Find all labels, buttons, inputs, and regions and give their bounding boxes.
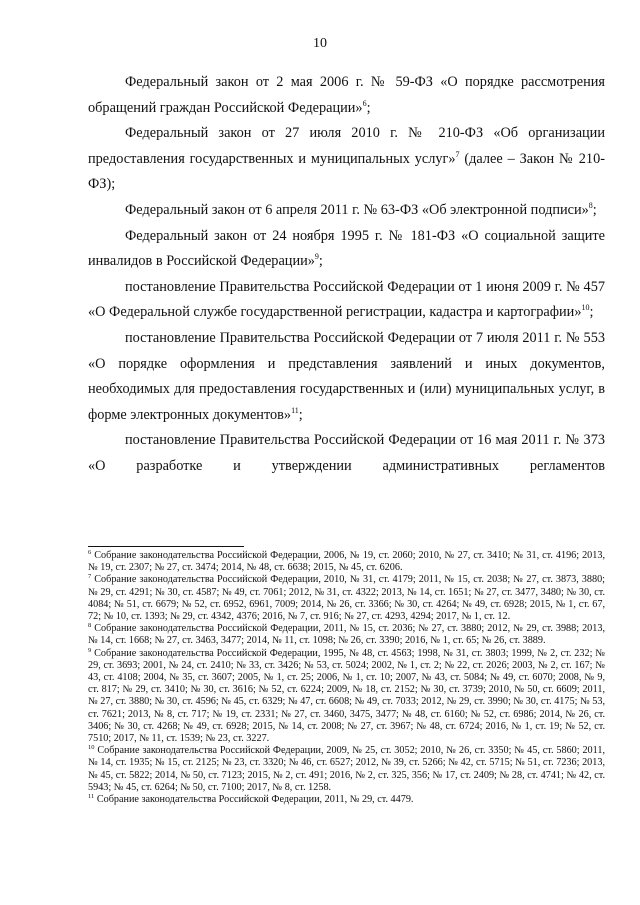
footnote-ref: 11 (291, 405, 299, 415)
paragraph-tail: ; (298, 406, 303, 423)
footnote-text: Собрание законодательства Российской Федерации, 2011, № 29, ст. 4479. (96, 794, 414, 806)
paragraph-tail: ; (366, 99, 371, 116)
footnote-text: Собрание законодательства Российской Федерации, 2006, № 19, ст. 2060; 2010, № 27, ст. 3410; № 31, ст. 4196; 2013, № 19, ст. 2307; № 27, ст. 3474; 2014, № 48, ст. 6638; 2015, № 45, ст. 6206. (88, 550, 606, 574)
paragraph-resolution-373 (88, 428, 605, 479)
main-text (88, 70, 605, 480)
footnote-number: 7 (88, 573, 92, 581)
footnote-text: Собрание законодательства Российской Федерации, 1995, № 48, ст. 4563; 1998, № 31, ст. 3803; 1999, № 2, ст. 232; № 29, ст. 3693; 2001, № 24, ст. 2410; № 33, ст. 3426; № 53, ст. 5024; 2002, № 1, ст. 2; № 22, ст. 2026; 2003, № 2, ст. 167; № 43, ст. 4108; 2004, № 35, ст. 3607; 2005, № 1, ст. 25; 2006, № 1, ст. 10; 2007, № 43, ст. 5084; № 49, ст. 6070; 2008, № 9, ст. 817; № 29, ст. 3410; № 30, ст. 3616; № 52, ст. 6224; 2009, № 18, ст. 2152; № 30, ст. 3739; 2010, № 50, ст. 6609; 2011, № 27, ст. 3880; № 30, ст. 4596; № 45, ст. 6329; № 47, ст. 6608; № 49, ст. 7033; 2012, № 29, ст. 3990; № 30, ст. 4175; № 53, ст. 7621; 2013, № 8, ст. 717; № 19, ст. 2331; № 27, ст. 3460, 3475, 3477; № 48, ст. 6160; № 52, ст. 6986; 2014, № 26, ст. 3406; № 30, ст. 4268; № 49, ст. 6928; 2015, № 14, ст. 2008; № 27, ст. 3967; № 48, ст. 6724; 2016, № 1, ст. 19; № 52, ст. 7510; 2017, № 11, ст. 1539; № 23, ст. 3227. (88, 647, 606, 745)
footnote-number: 9 (88, 646, 92, 654)
footnote-text: Собрание законодательства Российской Федерации, 2009, № 25, ст. 3052; 2010, № 26, ст. 3350; № 45, ст. 5860; 2011, № 14, ст. 1935; № 15, ст. 2125; № 23, ст. 3320; № 46, ст. 6527; 2012, № 39, ст. 5266; № 42, ст. 5715; № 51, ст. 7236; 2013, № 45, ст. 5822; 2014, № 50, ст. 7123; 2015, № 2, ст. 491; 2016, № 2, ст. 325, 356; № 17, ст. 2409; № 28, ст. 4741; № 42, ст. 5943; № 45, ст. 6264; № 50, ст. 7100; 2017, № 8, ст. 1258. (88, 745, 605, 793)
footnote-ref: 6 (362, 98, 367, 108)
paragraph-text: Федеральный закон от 27 июля 2010 г. № 210-ФЗ «Об организации предоставления государственных и муниципальных услуг» (88, 125, 605, 167)
footnote-11 (88, 794, 605, 806)
footnote-ref: 9 (314, 252, 319, 262)
footnotes (88, 550, 605, 806)
footnote-ref: 7 (455, 149, 460, 159)
paragraph-text: постановление Правительства Российской Федерации от 1 июня 2009 г. № 457 «О Федеральной службе государственной регистрации, кадастра и картографии» (88, 278, 605, 321)
paragraph-tail: ; (592, 201, 597, 218)
paragraph-text: Федеральный закон от 24 ноября 1995 г. № 181-ФЗ «О социальной защите инвалидов в Российской Федерации» (88, 227, 605, 270)
footnote-number: 8 (88, 622, 92, 630)
footnote-number: 11 (88, 793, 95, 801)
footnote-number: 6 (88, 549, 92, 556)
page-number: 10 (313, 36, 327, 51)
footnote-ref: 10 (581, 303, 590, 313)
footnote-6 (88, 550, 605, 574)
footnote-7 (88, 574, 605, 623)
footnote-8 (88, 623, 605, 647)
paragraph-resolution-553 (88, 326, 605, 428)
paragraph-resolution-457 (88, 275, 605, 326)
footnote-9 (88, 648, 605, 746)
paragraph-tail: (далее – Закон № 210-ФЗ); (88, 150, 605, 193)
paragraph-tail: ; (318, 253, 323, 270)
footnote-10 (88, 745, 605, 794)
paragraph-law-59fz (88, 70, 605, 121)
paragraph-law-210fz (88, 121, 605, 198)
footnote-text: Собрание законодательства Российской Федерации, 2010, № 31, ст. 4179; 2011, № 15, ст. 2038; № 27, ст. 3873, 3880; № 29, ст. 4291; № 30, ст. 4587; № 49, ст. 7061; 2012, № 31, ст. 4322; 2013, № 14, ст. 1651; № 27, ст. 3477, 3480; № 30, ст. 4084; № 51, ст. 6679; № 52, ст. 6952, 6961, 7009; 2014, № 26, ст. 3366; № 30, ст. 4264; № 49, ст. 6928; 2015, № 1, ст. 67, 72; № 10, ст. 1393; № 29, ст. 4342, 4376; 2016, № 7, ст. 916; № 27, ст. 4293, 4294; 2017, № 1, ст. 12. (88, 574, 606, 623)
footnote-number: 10 (88, 744, 95, 752)
paragraph-law-181fz (88, 224, 605, 275)
footnote-text: Собрание законодательства Российской Федерации, 2011, № 15, ст. 2036; № 27, ст. 3880; 2012, № 29, ст. 3988; 2013, № 14, ст. 1668; № 27, ст. 3463, 3477; 2014, № 11, ст. 1098; № 26, ст. 3390; 2016, № 1, ст. 65; № 26, ст. 3889. (88, 623, 606, 647)
paragraph-text: Федеральный закон от 6 апреля 2011 г. № 63-ФЗ «Об электронной подписи» (125, 201, 589, 218)
paragraph-text: Федеральный закон от 2 мая 2006 г. № 59-ФЗ «О порядке рассмотрения обращений граждан Российской Федерации» (88, 74, 605, 116)
paragraph-text: постановление Правительства Российской Федерации от 16 мая 2011 г. № 373 «О разработке и утверждении административных регламентов (88, 432, 605, 474)
footnote-ref: 8 (588, 200, 593, 210)
paragraph-tail: ; (589, 304, 594, 321)
paragraph-law-63fz (88, 198, 605, 224)
paragraph-text: постановление Правительства Российской Федерации от 7 июля 2011 г. № 553 «О порядке оформления и представления заявлений и иных документов, необходимых для предоставления государственных и (или) муниципальных услуг, в форме электронных документов» (88, 329, 605, 423)
footnote-separator (88, 546, 244, 547)
